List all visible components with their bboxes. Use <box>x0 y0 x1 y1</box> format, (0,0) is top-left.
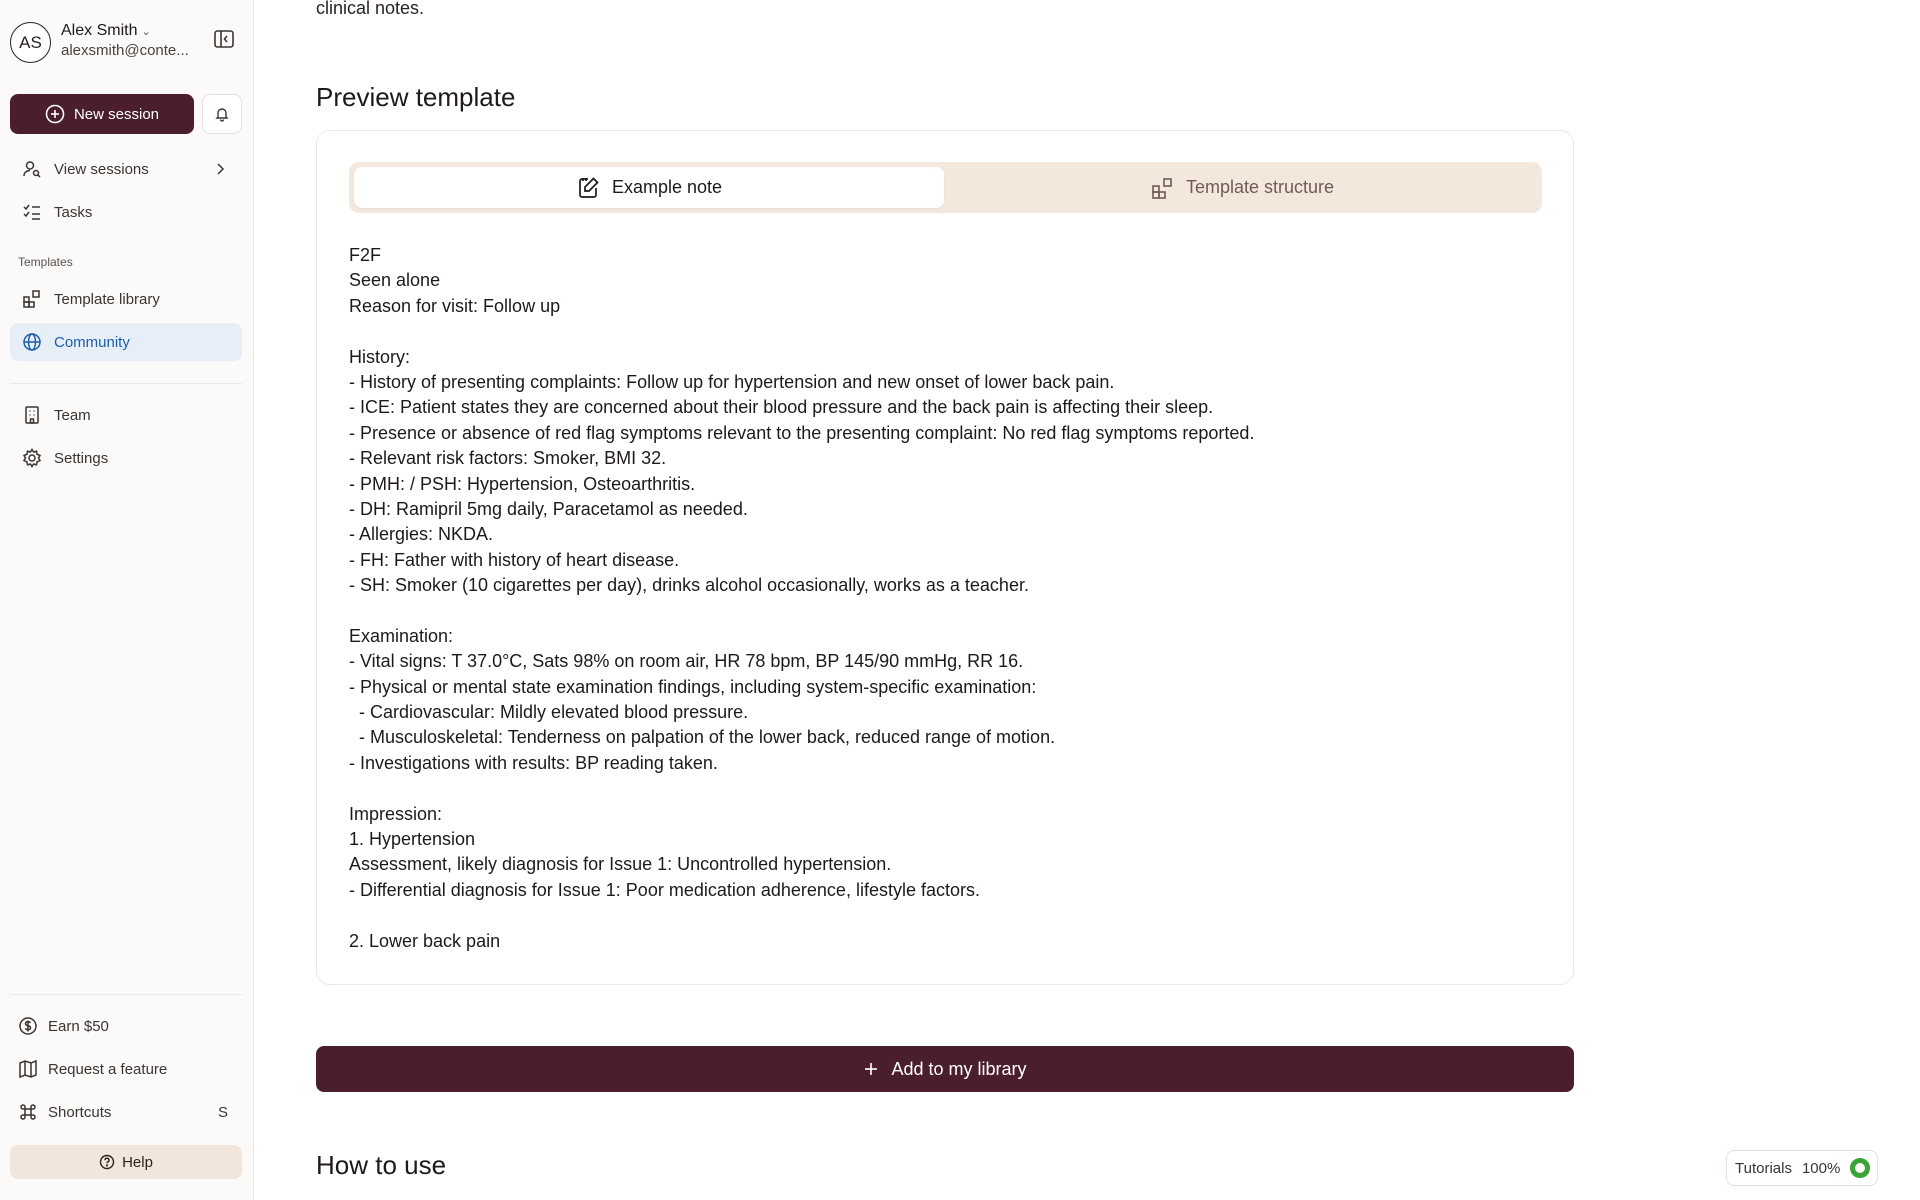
chevron-right-icon <box>212 161 228 177</box>
note-line: - PMH: / PSH: Hypertension, Osteoarthritis. <box>349 473 696 494</box>
sidebar-item-label: Tasks <box>54 203 93 221</box>
sidebar-item-label: Community <box>54 333 130 351</box>
note-line: 1. Hypertension <box>349 828 476 849</box>
sidebar-item-label: View sessions <box>54 160 149 178</box>
note-line: - DH: Ramipril 5mg daily, Paracetamol as needed. <box>349 498 748 519</box>
tab-template-structure[interactable] <box>947 167 1537 208</box>
note-edit-icon <box>576 176 600 200</box>
question-circle-icon <box>99 1154 115 1170</box>
building-icon <box>22 405 42 425</box>
sidebar-divider <box>10 383 242 384</box>
sidebar-item-team[interactable] <box>10 396 242 434</box>
note-line: - Investigations with results: BP reading taken. <box>349 752 718 773</box>
template-blocks-icon <box>22 289 42 309</box>
new-session-button[interactable] <box>10 94 194 134</box>
templates-section-label: Templates <box>18 255 73 269</box>
note-line: - Musculoskeletal: Tenderness on palpation of the lower back, reduced range of motion. <box>349 727 1056 748</box>
note-line: - Cardiovascular: Mildly elevated blood pressure. <box>349 702 749 723</box>
avatar[interactable]: AS <box>10 22 51 63</box>
note-line: - Differential diagnosis for Issue 1: Poor medication adherence, lifestyle factors. <box>349 879 980 900</box>
note-line: - FH: Father with history of heart disease. <box>349 549 680 570</box>
task-list-icon <box>22 202 42 222</box>
user-name-text: Alex Smith <box>61 22 138 39</box>
sidebar-item-community[interactable] <box>10 323 242 361</box>
sidebar-item-label: Request a feature <box>48 1060 168 1078</box>
sidebar-item-label: Earn $50 <box>48 1017 109 1035</box>
note-line: - Physical or mental state examination findings, including system-specific examination: <box>349 676 1037 697</box>
command-icon <box>18 1102 38 1122</box>
preview-view-toggle <box>349 162 1542 213</box>
user-menu[interactable] <box>10 20 244 64</box>
sidebar-item-template-library[interactable] <box>10 280 242 318</box>
template-blocks-icon <box>1150 176 1174 200</box>
example-note-text <box>349 243 1529 954</box>
help-label: Help <box>122 1153 153 1171</box>
shortcut-key: S <box>217 1103 228 1121</box>
dollar-circle-icon <box>18 1016 38 1036</box>
help-button[interactable] <box>10 1145 242 1179</box>
tab-label: Template structure <box>1185 177 1335 197</box>
preview-template-heading: Preview template <box>316 82 516 112</box>
bell-icon <box>214 106 230 122</box>
note-line: F2F <box>349 245 382 265</box>
sidebar <box>0 0 254 1200</box>
note-line: - Presence or absence of red flag symptoms relevant to the presenting complaint: No red flag symptoms reported. <box>349 422 1255 443</box>
tutorials-progress: 100% <box>1801 1159 1841 1177</box>
note-line: Reason for visit: Follow up <box>349 295 561 316</box>
note-line <box>349 319 1529 344</box>
note-line <box>349 776 1529 801</box>
note-line: - History of presenting complaints: Follow up for hypertension and new onset of lower back pain. <box>349 371 1115 392</box>
user-name[interactable] <box>61 22 151 40</box>
intro-text: clinical notes. <box>316 0 425 18</box>
preview-card <box>316 130 1574 985</box>
sidebar-item-label: Team <box>54 406 91 424</box>
user-search-icon <box>22 159 42 179</box>
note-line: - ICE: Patient states they are concerned about their blood pressure and the back pain is affecting their sleep. <box>349 397 1214 418</box>
note-line: Seen alone <box>349 270 441 291</box>
sidebar-item-request-feature[interactable] <box>10 1050 242 1088</box>
add-to-library-label: Add to my library <box>891 1058 1027 1079</box>
progress-ring-icon <box>1850 1158 1870 1178</box>
note-line: - Relevant risk factors: Smoker, BMI 32. <box>349 448 667 469</box>
note-line: Examination: <box>349 625 454 646</box>
note-line <box>349 903 1529 928</box>
note-line: Assessment, likely diagnosis for Issue 1: Uncontrolled hypertension. <box>349 854 892 875</box>
sidebar-toggle-icon <box>213 28 235 50</box>
tutorials-widget[interactable] <box>1726 1150 1878 1186</box>
sidebar-item-settings[interactable] <box>10 439 242 477</box>
sidebar-item-shortcuts[interactable] <box>10 1093 242 1131</box>
note-line: History: <box>349 346 411 367</box>
sidebar-item-tasks[interactable] <box>10 193 242 231</box>
tutorials-label: Tutorials <box>1735 1159 1792 1177</box>
note-line: 2. Lower back pain <box>349 930 501 951</box>
add-to-library-button[interactable] <box>316 1046 1574 1092</box>
sidebar-item-label: Shortcuts <box>48 1103 112 1121</box>
tab-example-note[interactable] <box>354 167 944 208</box>
map-icon <box>18 1059 38 1079</box>
sidebar-divider <box>10 994 242 995</box>
plus-circle-icon <box>45 104 65 124</box>
sidebar-item-view-sessions[interactable] <box>10 150 242 188</box>
sidebar-item-label: Settings <box>54 449 109 467</box>
notifications-button[interactable] <box>202 94 242 134</box>
globe-icon <box>22 332 42 352</box>
how-to-use-heading: How to use <box>316 1150 447 1180</box>
plus-icon <box>863 1061 879 1077</box>
user-email: alexsmith@conte... <box>61 42 189 59</box>
main-content <box>316 0 1576 1200</box>
sidebar-item-earn[interactable] <box>10 1007 242 1045</box>
tab-label: Example note <box>611 177 723 197</box>
note-line: - Allergies: NKDA. <box>349 524 494 545</box>
note-line: - SH: Smoker (10 cigarettes per day), drinks alcohol occasionally, works as a teacher. <box>349 575 1029 596</box>
new-session-label: New session <box>73 105 160 123</box>
note-line: - Vital signs: T 37.0°C, Sats 98% on room air, HR 78 bpm, BP 145/90 mmHg, RR 16. <box>349 651 1024 672</box>
collapse-sidebar-button[interactable] <box>213 28 239 54</box>
note-line: Impression: <box>349 803 443 824</box>
chevron-down-icon: ⌄ <box>141 26 151 38</box>
gear-icon <box>22 448 42 468</box>
sidebar-item-label: Template library <box>54 290 160 308</box>
note-line <box>349 598 1529 623</box>
